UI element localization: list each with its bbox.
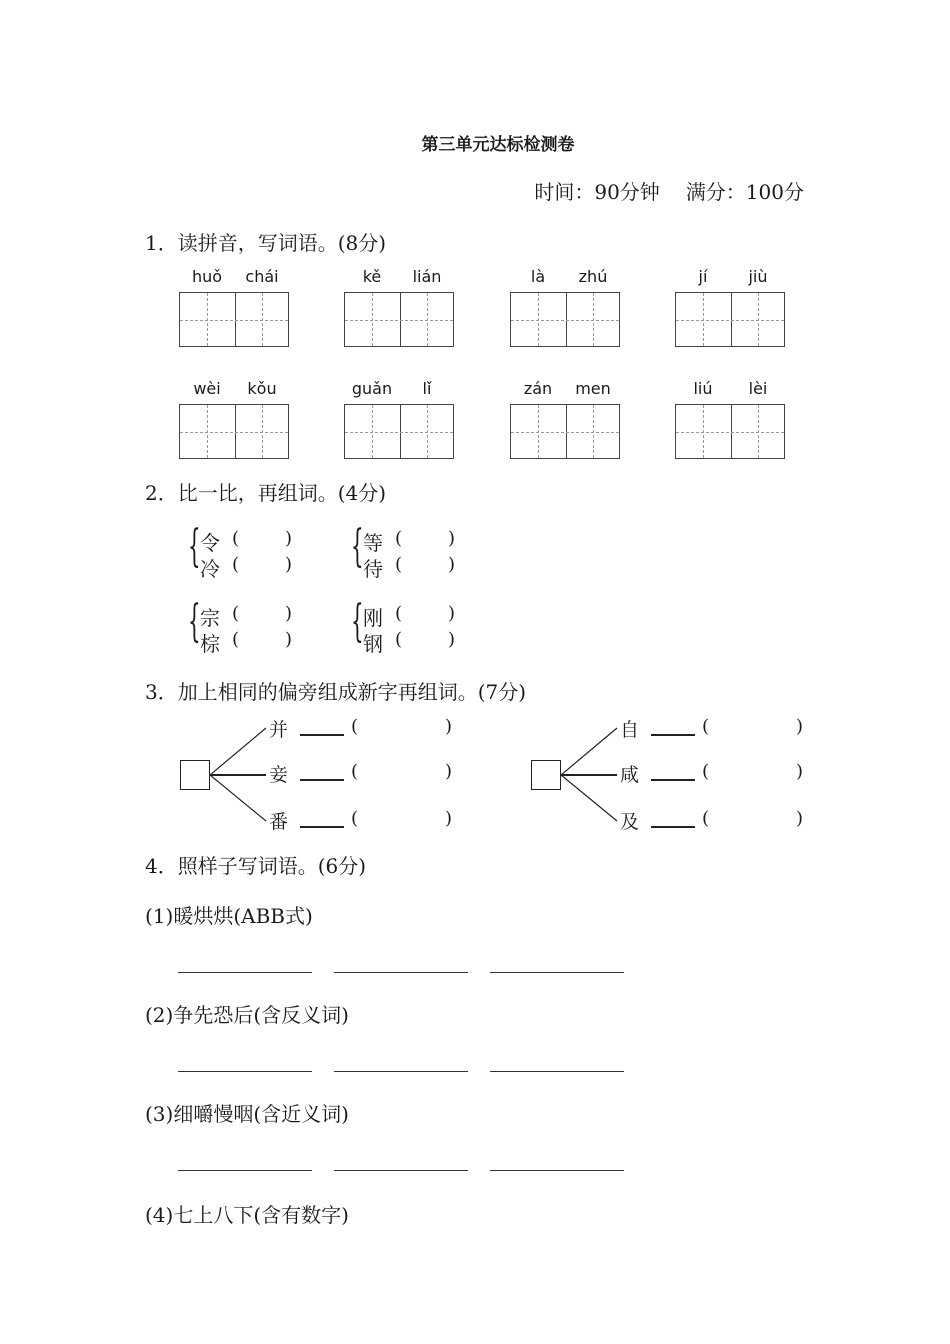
answer-line[interactable] [334,1170,468,1171]
brace: { [351,596,364,647]
paren-open: ( [351,761,359,782]
paren-close: ) [796,716,804,737]
paren-close: ) [445,761,453,782]
writing-grid[interactable] [179,404,289,459]
pattern-prompt: (2)争先恐后(含反义词) [145,1003,349,1027]
paren-open: ( [395,554,403,575]
pattern-prompt: (4)七上八下(含有数字) [145,1203,349,1227]
connector-line [210,728,266,775]
paren-close: ) [285,554,293,575]
paren-open: ( [395,528,403,549]
answer-blank[interactable] [651,734,695,736]
paren-open: ( [702,716,710,737]
brace: { [351,521,364,572]
answer-line[interactable] [178,972,312,973]
paren-open: ( [702,761,710,782]
pinyin-syllable: lèi [748,379,768,398]
answer-blank[interactable] [300,826,344,828]
pinyin-syllable: chái [245,267,279,286]
paren-close: ) [285,528,293,549]
paren-close: ) [796,808,804,829]
answer-line[interactable] [334,972,468,973]
connector-line [561,728,617,775]
radical-box[interactable] [531,760,561,790]
connector-line [210,775,266,821]
pinyin-syllable: men [575,379,611,398]
pinyin-syllable: là [530,267,546,286]
q3-heading: 3．加上相同的偏旁组成新字再组词。(7分) [145,680,527,704]
q4-heading: 4．照样子写词语。(6分) [145,854,367,878]
base-char: 妾 [269,764,289,786]
paren-open: ( [232,603,240,624]
answer-line[interactable] [334,1071,468,1072]
base-char: 及 [620,811,640,833]
paren-close: ) [448,554,456,575]
brace: { [188,521,201,572]
pinyin-syllable: lián [412,267,442,286]
page-title: 第三单元达标检测卷 [421,135,575,155]
writing-grid[interactable] [675,404,785,459]
answer-blank[interactable] [651,826,695,828]
pinyin-syllable: zán [523,379,553,398]
paren-open: ( [351,716,359,737]
time-limit: 时间：90分钟 [534,180,660,204]
brace: { [188,596,201,647]
compare-char: 刚 [363,606,383,630]
q2-heading: 2．比一比，再组词。(4分) [145,481,387,505]
compare-char: 等 [363,531,383,555]
base-char: 自 [620,719,640,741]
q1-heading: 1．读拼音，写词语。(8分) [145,231,387,255]
compare-char: 令 [200,531,220,555]
compare-char: 冷 [200,557,220,581]
connector-lines [210,715,270,835]
answer-blank[interactable] [651,779,695,781]
base-char: 咸 [620,764,640,786]
paren-close: ) [448,528,456,549]
pinyin-syllable: huǒ [191,267,223,286]
answer-blank[interactable] [300,734,344,736]
paren-close: ) [445,808,453,829]
pattern-prompt: (3)细嚼慢咽(含近义词) [145,1102,349,1126]
pinyin-syllable: wèi [193,379,221,398]
paren-close: ) [796,761,804,782]
paren-open: ( [232,554,240,575]
base-char: 并 [269,719,289,741]
base-char: 番 [269,811,289,833]
answer-line[interactable] [490,1071,624,1072]
pinyin-syllable: guǎn [351,379,393,398]
pinyin-syllable: kǒu [247,379,277,398]
writing-grid[interactable] [344,292,454,347]
paren-open: ( [351,808,359,829]
paren-close: ) [445,716,453,737]
paren-open: ( [395,603,403,624]
compare-char: 棕 [200,632,220,656]
pattern-prompt: (1)暖烘烘(ABB式) [145,904,313,928]
radical-box[interactable] [180,760,210,790]
full-score: 满分：100分 [685,180,804,204]
connector-lines [561,715,621,835]
connector-line [561,775,617,821]
pinyin-syllable: lǐ [422,379,432,398]
paren-open: ( [702,808,710,829]
answer-line[interactable] [490,972,624,973]
paren-close: ) [448,603,456,624]
pinyin-syllable: kě [362,267,382,286]
writing-grid[interactable] [675,292,785,347]
paren-open: ( [232,629,240,650]
pinyin-syllable: liú [693,379,713,398]
compare-char: 宗 [200,606,220,630]
writing-grid[interactable] [510,292,620,347]
pinyin-syllable: zhú [578,267,608,286]
pinyin-syllable: jiù [748,267,768,286]
answer-line[interactable] [178,1071,312,1072]
paren-close: ) [285,629,293,650]
pinyin-syllable: jí [698,267,708,286]
writing-grid[interactable] [344,404,454,459]
writing-grid[interactable] [510,404,620,459]
answer-line[interactable] [178,1170,312,1171]
paren-close: ) [285,603,293,624]
answer-line[interactable] [490,1170,624,1171]
paren-open: ( [232,528,240,549]
compare-char: 待 [363,557,383,581]
paren-close: ) [448,629,456,650]
paren-open: ( [395,629,403,650]
answer-blank[interactable] [300,779,344,781]
compare-char: 钢 [363,632,383,656]
writing-grid[interactable] [179,292,289,347]
exam-meta [534,176,804,205]
